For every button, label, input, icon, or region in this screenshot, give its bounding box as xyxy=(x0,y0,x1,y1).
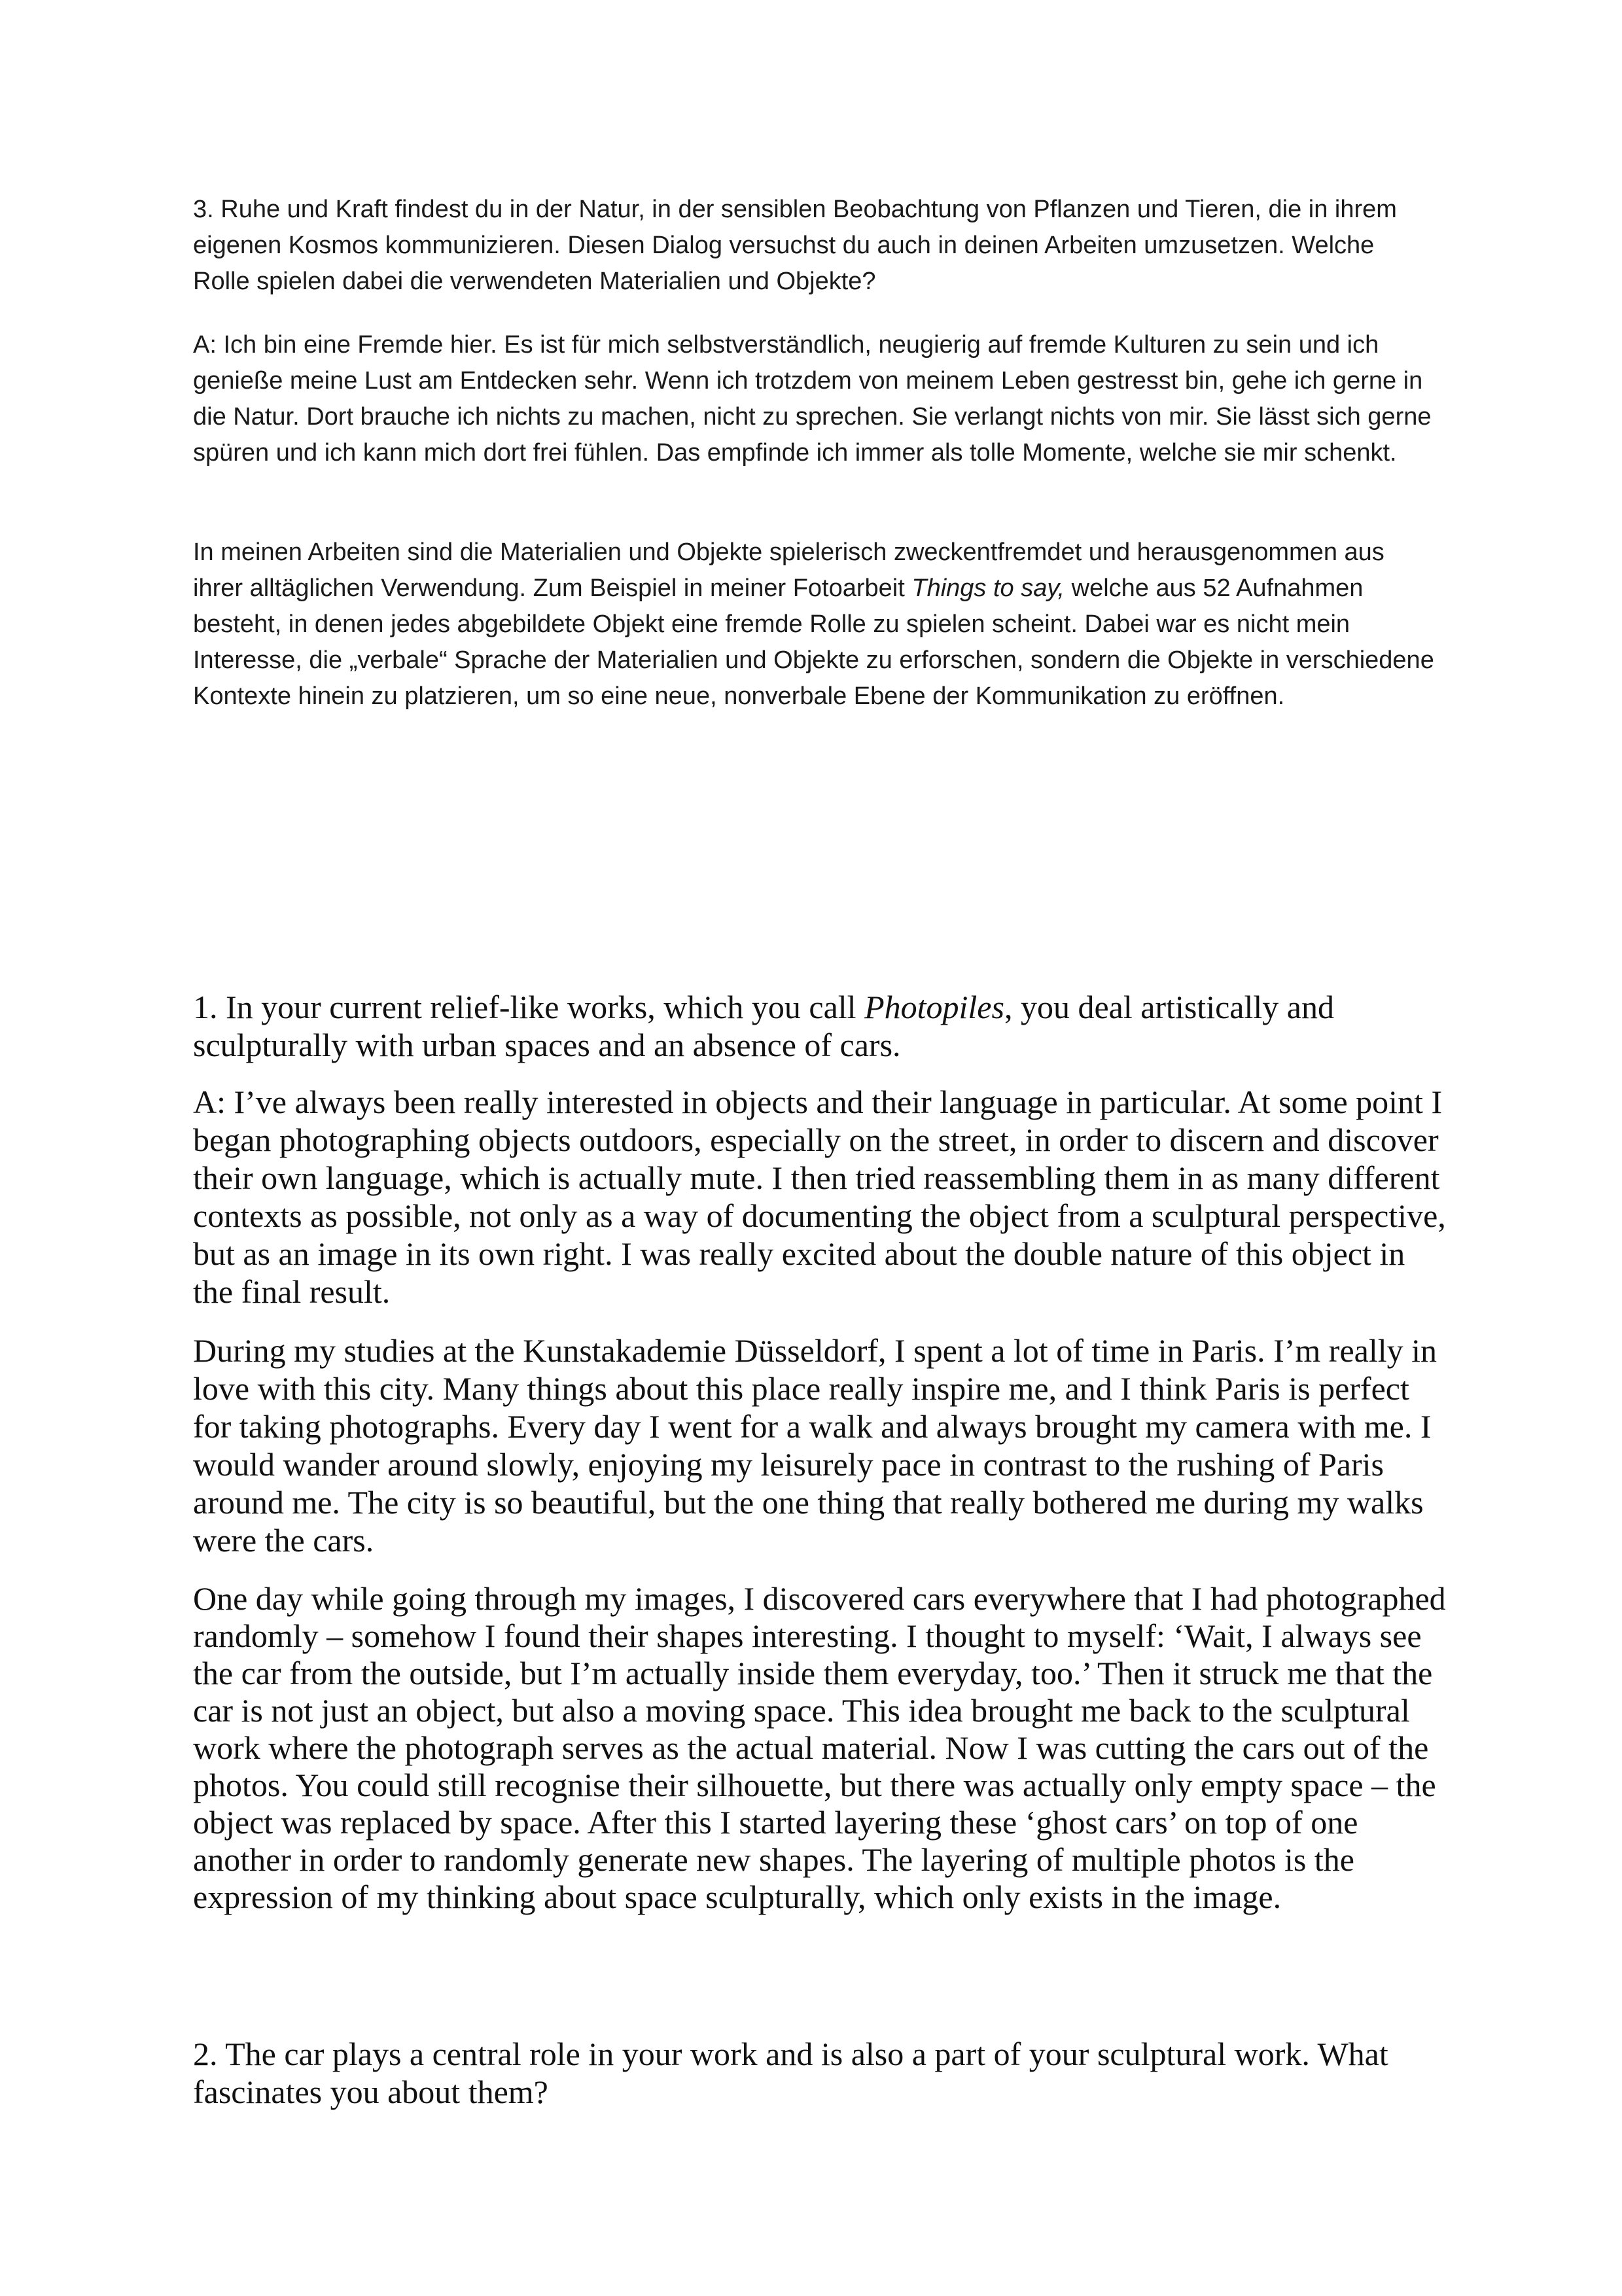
artwork-title: Things to say, xyxy=(911,574,1065,602)
question-text: 2. The car plays a central role in your work and is also a part of your sculptural work. What fascinates you about them? xyxy=(193,2036,1388,2110)
answer-text: A: I’ve always been really interested in objects and their language in particular. At some point I began photographing objects outdoors, especially on the street, in order to discern and discover their own language, which is actually mute. I then tried reassembling them in as many different contexts as possible, not only as a way of documenting the object from a sculptural perspective, but as an image in its own right. I was really excited about the double nature of this object in the final result. xyxy=(193,1084,1446,1310)
question-text-part: 1. In your current relief-like works, which you call xyxy=(193,989,865,1025)
answer-text-part: In meinen Arbeiten sind die Materialien und Objekte spielerisch zweckentfremdet und herausgenommen aus ihrer alltäglichen Verwendung. Zum Beispiel in meiner Fotoarbeit xyxy=(193,539,1384,602)
answer-text xyxy=(193,535,1436,715)
answer-text: A: Ich bin eine Fremde hier. Es ist für mich selbstverständlich, neugierig auf fremde Kulturen zu sein und ich genieße meine Lust am Entdecken sehr. Wenn ich trotzdem von meinem Leben gestresst bin, gehe ich gerne in die Natur. Dort brauche ich nichts zu machen, nicht zu sprechen. Sie verlangt nichts von mir. Sie lässt sich gerne spüren und ich kann mich dort frei fühlen. Das empfinde ich immer als tolle Momente, welche sie mir schenkt. xyxy=(193,331,1432,467)
artwork-title: Photopiles xyxy=(864,989,1004,1025)
question-text xyxy=(193,988,1449,1064)
answer-text: One day while going through my images, I discovered cars everywhere that I had photographed randomly – somehow I found their shapes interesting. I thought to myself: ‘Wait, I always see the car from the outside, but I’m actually inside them everyday, too.’ Then it struck me that the car is not just an object, but also a moving space. This idea brought me back to the sculptural work where the photograph serves as the actual material. Now I was cutting the cars out of the photos. You could still recognise their silhouette, but there was actually only empty space – the object was replaced by space. After this I started layering these ‘ghost cars’ on top of one another in order to randomly generate new shapes. The layering of multiple photos is the expression of my thinking about space sculpturally, which only exists in the image. xyxy=(193,1580,1446,1915)
english-answer-1-paragraph-2 xyxy=(193,1332,1449,1559)
english-answer-1-paragraph-1 xyxy=(193,1083,1449,1311)
question-text-part: , you deal artistically and sculpturally with urban spaces and an absence of cars. xyxy=(193,989,1334,1063)
english-answer-1-paragraph-3 xyxy=(193,1580,1449,1916)
german-question-3 xyxy=(193,192,1436,300)
german-answer-3-paragraph-2 xyxy=(193,535,1436,715)
answer-text: During my studies at the Kunstakademie Düsseldorf, I spent a lot of time in Paris. I’m really in love with this city. Many things about this place really inspire me, and I think Paris is perfect for taking photographs. Every day I went for a walk and always brought my camera with me. I would wander around slowly, enjoying my leisurely pace in contrast to the rushing of Paris around me. The city is so beautiful, but the one thing that really bothered me during my walks were the cars. xyxy=(193,1332,1437,1559)
english-question-2 xyxy=(193,2035,1449,2111)
german-answer-3-paragraph-1 xyxy=(193,327,1436,471)
question-text: 3. Ruhe und Kraft findest du in der Natur, in der sensiblen Beobachtung von Pflanzen und Tieren, die in ihrem eigenen Kosmos kommunizieren. Diesen Dialog versuchst du auch in deinen Arbeiten umzusetzen. Welche Rolle spielen dabei die verwendeten Materialien und Objekte? xyxy=(193,196,1397,295)
english-question-1 xyxy=(193,988,1449,1064)
answer-text-part: welche aus 52 Aufnahmen besteht, in denen jedes abgebildete Objekt eine fremde Rolle zu spielen scheint. Dabei war es nicht mein Interesse, die „verbale“ Sprache der Materialien und Objekte zu erforschen, sondern die Objekte in verschiedene Kontexte hinein zu platzieren, um so eine neue, nonverbale Ebene der Kommunikation zu eröffnen. xyxy=(193,574,1434,710)
